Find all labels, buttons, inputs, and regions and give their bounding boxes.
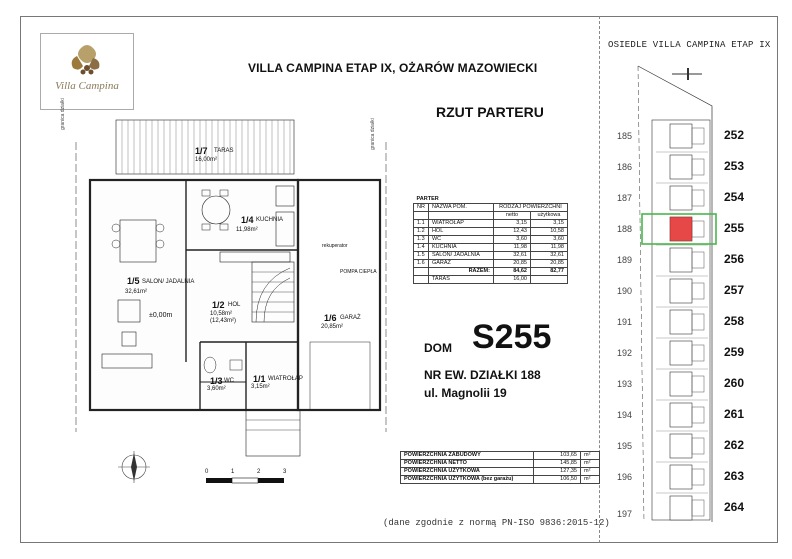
selected-house-fill: [670, 217, 692, 241]
house-label: 254: [724, 190, 745, 204]
col-type: RODZAJ POWIERZCHNI: [493, 204, 567, 212]
house-block: [670, 496, 692, 520]
north-arrow-icon: [118, 451, 150, 483]
label-kuchnia-area: 11,98m²: [236, 227, 258, 233]
scale-tick-0: 0: [205, 469, 209, 475]
house-block: [670, 403, 692, 427]
scale-bar: [204, 477, 290, 485]
plot-label: 190: [617, 286, 633, 296]
label-kuchnia-name: KUCHNIA: [256, 217, 284, 223]
house-label: 264: [724, 500, 745, 514]
house-block: [670, 465, 692, 489]
house-label: 262: [724, 438, 745, 452]
garage-block: [692, 469, 704, 485]
site-plan-title: OSIEDLE VILLA CAMPINA ETAP IX: [608, 40, 771, 50]
label-garaz-name: GARAŻ: [340, 315, 361, 321]
label-granica-left: granica działki: [60, 98, 66, 130]
plot-label: 189: [617, 255, 633, 265]
table-row: POWIERZCHNIA ZABUDOWY 103,65 m²: [401, 452, 600, 460]
col-netto: netto: [493, 212, 530, 220]
table-row: POWIERZCHNIA UŻYTKOWA (bez garażu) 106,50 m²: [401, 476, 600, 484]
plot-label: 187: [617, 193, 633, 203]
garage-block: [692, 190, 704, 206]
garage-block: [692, 376, 704, 392]
garage-block: [692, 407, 704, 423]
label-taras-area: 16,00m²: [195, 157, 218, 163]
house-block: [670, 341, 692, 365]
page-title: VILLA CAMPINA ETAP IX, OŻARÓW MAZOWIECKI: [248, 61, 538, 75]
col-uzytkowa: użytkowa: [530, 212, 567, 220]
garage-block: [692, 221, 704, 237]
house-block: [670, 155, 692, 179]
scale-tick-3: 3: [283, 469, 287, 475]
plot-number: NR EW. DZIAŁKI 188: [424, 368, 541, 382]
house-label: 259: [724, 345, 745, 359]
label-wiatrolap-name: WIATROŁAP: [268, 376, 303, 382]
house-block: [670, 434, 692, 458]
house-label: 256: [724, 252, 745, 266]
col-nr: NR: [414, 204, 429, 212]
rooms-table: [413, 196, 568, 284]
dom-label: DOM: [424, 341, 452, 355]
label-garaz-nr: 1/6: [324, 313, 337, 323]
label-wc-nr: 1/3: [210, 376, 223, 386]
table-row: 1.2 HOL 12,43 10,58: [414, 228, 568, 236]
house-label: 261: [724, 407, 745, 421]
house-label: 258: [724, 314, 745, 328]
house-block: [670, 124, 692, 148]
label-hol-area-netto: (12,43m²): [210, 318, 237, 324]
label-garaz-area: 20,85m²: [321, 324, 344, 330]
house-block: [670, 279, 692, 303]
house-label: 252: [724, 128, 745, 142]
label-wiatrolap-nr: 1/1: [253, 374, 266, 384]
table-row: 1.5 SALON/ JADALNIA 32,61 32,61: [414, 252, 568, 260]
logo-text: Villa Campina: [55, 80, 119, 92]
plot-label: 197: [617, 509, 633, 519]
rooms-table-heading: PARTER: [416, 196, 439, 202]
scale-tick-2: 2: [257, 469, 261, 475]
house-label: 255: [724, 221, 745, 235]
plot-label: 196: [617, 472, 633, 482]
garage-block: [692, 314, 704, 330]
house-block: [670, 372, 692, 396]
house-walls: [90, 180, 298, 410]
garage-block: [692, 500, 704, 516]
plot-label: 193: [617, 379, 633, 389]
table-row: 1.4 KUCHNIA 11,98 11,98: [414, 244, 568, 252]
label-hol-area: 10,58m²: [210, 311, 233, 317]
house-block: [670, 248, 692, 272]
standard-note: (dane zgodnie z normą PN-ISO 9836:2015-12): [383, 518, 610, 528]
label-granica-right: granica działki: [370, 118, 376, 150]
table-row: POWIERZCHNIA NETTO 145,85 m²: [401, 460, 600, 468]
label-level: ±0,00m: [149, 312, 173, 319]
garage-walls: [298, 180, 380, 410]
scale-tick-1: 1: [231, 469, 235, 475]
house-label: 260: [724, 376, 745, 390]
house-blocks: [656, 124, 708, 522]
garage-block: [692, 438, 704, 454]
label-kuchnia-nr: 1/4: [241, 215, 254, 225]
page-subtitle: RZUT PARTERU: [436, 104, 544, 120]
plot-label: 195: [617, 441, 633, 451]
plot-label: 188: [617, 224, 633, 234]
label-salon-nr: 1/5: [127, 276, 140, 286]
label-pompa: POMPA CIEPŁA: [340, 269, 377, 275]
col-name: NAZWA POM.: [428, 204, 493, 212]
plot-label: 186: [617, 162, 633, 172]
plot-label: 194: [617, 410, 633, 420]
label-taras-nr: 1/7: [195, 146, 208, 156]
label-hol-name: HOL: [228, 302, 241, 308]
address: ul. Magnolii 19: [424, 386, 507, 400]
garage-block: [692, 283, 704, 299]
house-block: [670, 310, 692, 334]
grape-leaf-icon: [41, 34, 133, 109]
label-wc-area: 3,60m²: [207, 386, 226, 392]
dom-number: S255: [472, 318, 552, 356]
plot-label: 191: [617, 317, 633, 327]
logo: [40, 33, 134, 110]
label-salon-area: 32,61m²: [125, 289, 148, 295]
garage-block: [692, 252, 704, 268]
label-taras-name: TARAS: [214, 148, 234, 154]
table-row: POWIERZCHNIA UŻYTKOWA 127,35 m²: [401, 468, 600, 476]
garage-block: [692, 345, 704, 361]
table-row: 1.1 WIATROŁAP 3,15 3,15: [414, 220, 568, 228]
table-row: 1.3 WC 3,60 3,60: [414, 236, 568, 244]
house-label: 253: [724, 159, 745, 173]
house-label: 257: [724, 283, 745, 297]
label-salon-name: SALON/ JADALNIA: [142, 279, 195, 285]
table-row: TARAS 16,00: [414, 276, 568, 284]
label-wc-name: WC: [224, 378, 234, 384]
plot-label: 192: [617, 348, 633, 358]
areas-table: [400, 451, 600, 484]
label-wiatrolap-area: 3,15m²: [251, 384, 270, 390]
label-rekuperator: rekuperator: [322, 243, 348, 249]
table-row: 1.6 GARAŻ 20,85 20,85: [414, 260, 568, 268]
plot-label: 185: [617, 131, 633, 141]
house-block: [670, 186, 692, 210]
garage-block: [692, 159, 704, 175]
house-label: 263: [724, 469, 745, 483]
table-total-row: RAZEM: 84,62 82,77: [414, 268, 568, 276]
label-hol-nr: 1/2: [212, 300, 225, 310]
garage-block: [692, 128, 704, 144]
